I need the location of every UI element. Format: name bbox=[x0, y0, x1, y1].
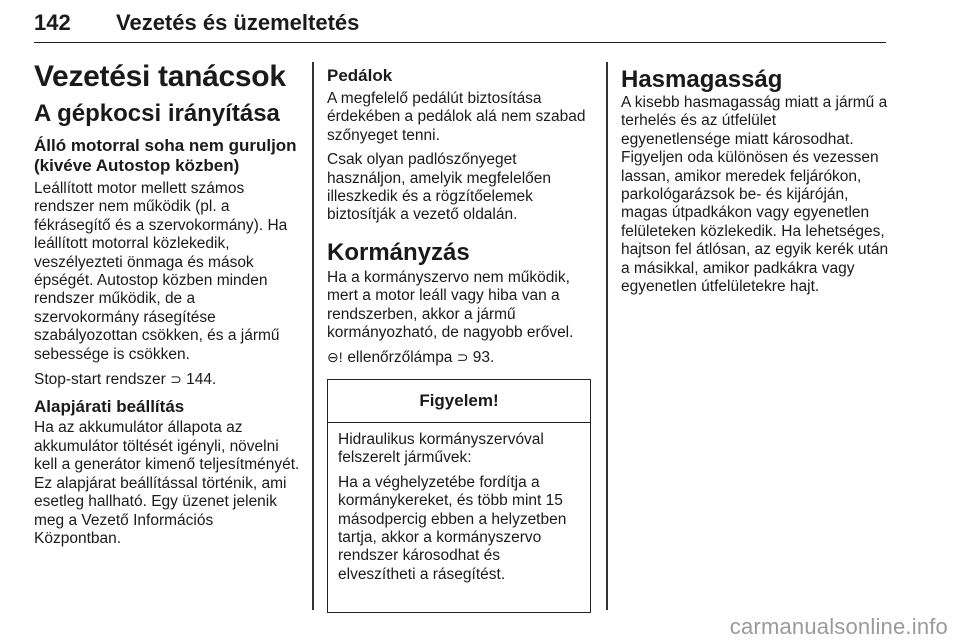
page-title: Vezetési tanácsok bbox=[34, 60, 286, 93]
page-number: 142 bbox=[34, 10, 71, 35]
chapter-title: Vezetés és üzemeltetés bbox=[116, 10, 360, 35]
reference-page: 93. bbox=[472, 349, 495, 367]
reference-text: Stop-start rendszer bbox=[34, 371, 166, 389]
watermark: carmanualsonline.info bbox=[729, 614, 948, 639]
subsection-heading: Pedálok bbox=[327, 66, 393, 85]
paragraph: Ha a kormányszervo nem működik, mert a motor leáll vagy hiba van a rendszerben, akkor a jármű kormányozható, de nagyobb erővel. bbox=[327, 268, 574, 342]
paragraph: Ha a véghelyzetébe fordítja a kormánykereket, és több mint 15 másodpercig ebben a helyzetben tartja, akkor a kormányszervo rendszer károsodhat és elveszítheti a rásegítést. bbox=[338, 473, 567, 583]
warning-body bbox=[328, 423, 590, 584]
section-title: A gépkocsi irányítása bbox=[34, 100, 280, 127]
paragraph: Ha az akkumulátor állapota az akkumulátor töltését igényli, növelni kell a generátor kimenő teljesítményét. Ez alapjárat beállítással történik, ami esetleg hallható. Egy üzenet jelenik meg a Vezető Információs Központban. bbox=[34, 419, 300, 547]
reference-text: ellenőrzőlámpa bbox=[347, 349, 453, 367]
column-left bbox=[34, 60, 300, 554]
section-title: Hasmagasság bbox=[621, 66, 783, 93]
paragraph: A kisebb hasmagasság miatt a jármű a terhelés és az útfelület egyenetlensége miatt károsodhat. Figyeljen oda különösen és vezessen lassan, amikor meredek feljárókon, parkológarázsok be- és kijáróján, magas útpadkákon vagy egyenetlen felületeken közlekedik. Ha lehetséges, hajtson fel átlósan, az egyik kerék után a másikkal, amikor padkákra vagy egyenetlen útfelületekre hajt. bbox=[621, 94, 889, 296]
column-middle bbox=[327, 66, 593, 374]
reference-page: 144. bbox=[186, 371, 217, 389]
warning-box bbox=[327, 379, 591, 613]
subsection-heading: Álló motorral soha nem guruljon (kivéve Autostop közben) bbox=[34, 136, 297, 175]
steering-warning-icon: ⊖! bbox=[327, 349, 343, 366]
reference-arrow-icon: ⊃ bbox=[170, 371, 182, 388]
section-title: Kormányzás bbox=[327, 238, 470, 266]
page-header bbox=[34, 4, 886, 43]
paragraph: A megfelelő pedálút biztosítása érdekében a pedálok alá nem szabad szőnyeget tenni. bbox=[327, 90, 586, 144]
column-right bbox=[621, 66, 889, 302]
cross-reference[interactable] bbox=[34, 370, 300, 389]
column-divider bbox=[606, 62, 608, 610]
paragraph: Leállított motor mellett számos rendszer nem működik (pl. a fékrásegítő és a szervokormány). Ha leállított motorral közlekedik, veszélyezteti önmaga és mások épségét. Autostop közben minden rendszer működik, de a szervokormány rásegítése szabályozottan csökken, és a jármű sebessége is csökken. bbox=[34, 180, 288, 363]
reference-arrow-icon: ⊃ bbox=[456, 349, 469, 366]
cross-reference[interactable] bbox=[327, 348, 593, 367]
paragraph: Hidraulikus kormányszervóval felszerelt járművek: bbox=[338, 431, 544, 467]
subsection-heading: Alapjárati beállítás bbox=[34, 397, 185, 417]
paragraph: Csak olyan padlószőnyeget használjon, amelyik megfelelően illeszkedik és a rögzítőelemek biztosítják a vezető oldalán. bbox=[327, 151, 552, 224]
column-divider bbox=[312, 62, 314, 610]
warning-title: Figyelem! bbox=[328, 380, 590, 423]
